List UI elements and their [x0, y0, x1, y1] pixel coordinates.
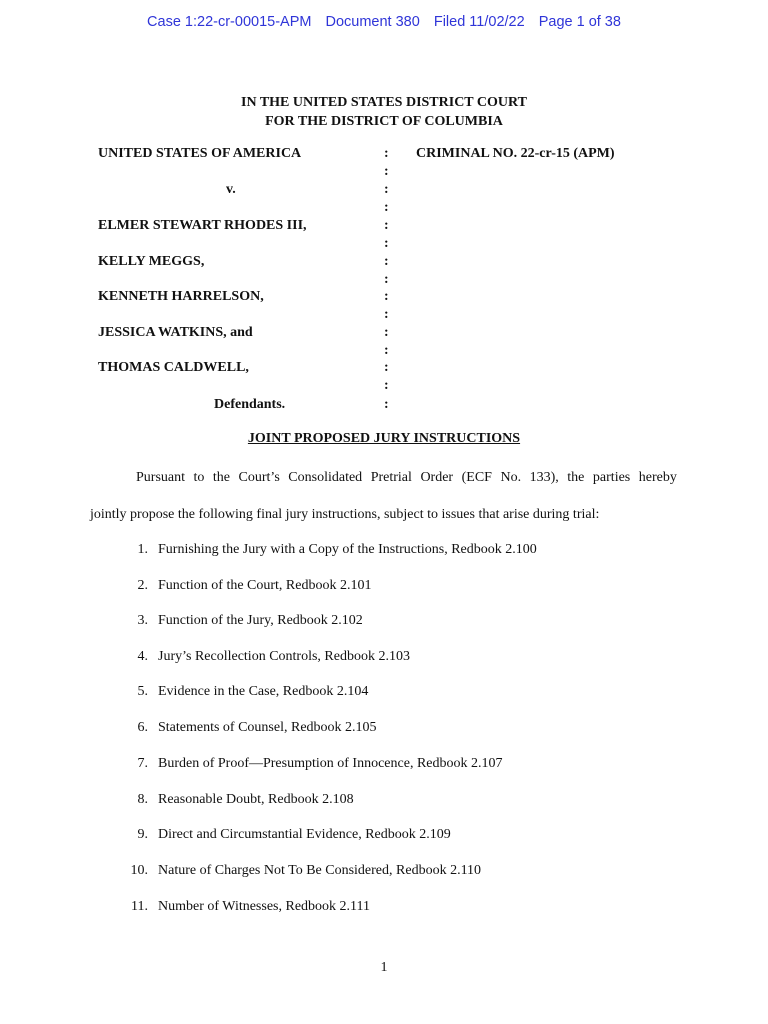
document-title: JOINT PROPOSED JURY INSTRUCTIONS [247, 431, 521, 446]
case-number-header: Case 1:22-cr-00015-APM [147, 14, 312, 30]
list-item-number: 6. [137, 720, 148, 735]
list-item-text: Number of Witnesses, Redbook 2.111 [158, 899, 371, 914]
caption-colon: : [384, 218, 389, 233]
list-item-text: Evidence in the Case, Redbook 2.104 [158, 684, 369, 699]
list-item-text: Statements of Counsel, Redbook 2.105 [158, 720, 377, 735]
caption-defendant: THOMAS CALDWELL, [98, 360, 249, 375]
intro-word: parties [592, 470, 631, 485]
caption-colon: : [384, 254, 389, 269]
intro-word: Order [420, 470, 454, 485]
caption-defendants-label: Defendants. [214, 397, 286, 412]
court-title-line-2: FOR THE DISTRICT OF COLUMBIA [265, 114, 503, 129]
caption-colon: : [384, 307, 389, 322]
caption-colon: : [384, 343, 389, 358]
intro-word: the [212, 470, 231, 485]
caption-defendant: JESSICA WATKINS, and [98, 325, 253, 340]
intro-line-1 [136, 470, 677, 486]
page-number: 1 [380, 960, 388, 975]
court-title [0, 93, 768, 131]
filed-date: Filed 11/02/22 [433, 14, 525, 30]
caption-plaintiff: UNITED STATES OF AMERICA [98, 146, 302, 161]
list-item-text: Burden of Proof—Presumption of Innocence, Redbook 2.107 [158, 756, 503, 771]
intro-word: hereby [638, 470, 677, 485]
list-item-text: Direct and Circumstantial Evidence, Redbook 2.109 [158, 827, 451, 842]
list-item-number: 5. [137, 684, 148, 699]
court-title-line-1: IN THE UNITED STATES DISTRICT COURT [241, 95, 527, 110]
list-item-text: Nature of Charges Not To Be Considered, Redbook 2.110 [158, 863, 482, 878]
intro-word: the [567, 470, 585, 485]
list-item-number: 1. [137, 542, 148, 557]
intro-word: Court’s [238, 470, 280, 485]
intro-word: No. [500, 470, 522, 485]
caption-colon: : [384, 182, 389, 197]
caption-defendant: ELMER STEWART RHODES III, [98, 218, 307, 233]
caption-defendant: KELLY MEGGS, [98, 254, 205, 269]
list-item-text: Function of the Court, Redbook 2.101 [158, 578, 372, 593]
list-item-number: 4. [137, 649, 148, 664]
intro-word: (ECF [461, 470, 492, 485]
caption-colon: : [384, 289, 389, 304]
caption-colon: : [384, 236, 389, 251]
caption-colon: : [384, 164, 389, 179]
caption-colon: : [384, 378, 389, 393]
intro-word: to [193, 470, 205, 485]
list-item-number: 9. [137, 827, 148, 842]
caption-colon: : [384, 200, 389, 215]
document-number: Document 380 [325, 14, 420, 30]
list-item-text: Reasonable Doubt, Redbook 2.108 [158, 792, 354, 807]
list-item-text: Jury’s Recollection Controls, Redbook 2.103 [158, 649, 410, 664]
caption-versus: v. [226, 182, 236, 197]
caption-colon: : [384, 272, 389, 287]
list-item-text: Furnishing the Jury with a Copy of the Instructions, Redbook 2.100 [158, 542, 537, 557]
list-item-number: 2. [137, 578, 148, 593]
list-item-number: 3. [137, 613, 148, 628]
list-item-number: 7. [137, 756, 148, 771]
caption-colon: : [384, 146, 389, 161]
list-item-number: 11. [131, 899, 148, 914]
intro-word: Consolidated [288, 470, 363, 485]
caption-defendant: KENNETH HARRELSON, [98, 289, 264, 304]
ecf-header [0, 14, 768, 30]
criminal-case-number: CRIMINAL NO. 22-cr-15 (APM) [416, 146, 615, 161]
list-item-number: 10. [130, 863, 148, 878]
caption-colon: : [384, 397, 389, 412]
intro-word: 133), [529, 470, 559, 485]
list-item-text: Function of the Jury, Redbook 2.102 [158, 613, 363, 628]
intro-word: Pretrial [370, 470, 412, 485]
page-count: Page 1 of 38 [538, 14, 621, 30]
caption-colon: : [384, 325, 389, 340]
list-item-number: 8. [137, 792, 148, 807]
intro-line-2: jointly propose the following final jury instructions, subject to issues that arise during trial: [90, 507, 600, 522]
caption-colon: : [384, 360, 389, 375]
intro-word: Pursuant [136, 470, 185, 485]
